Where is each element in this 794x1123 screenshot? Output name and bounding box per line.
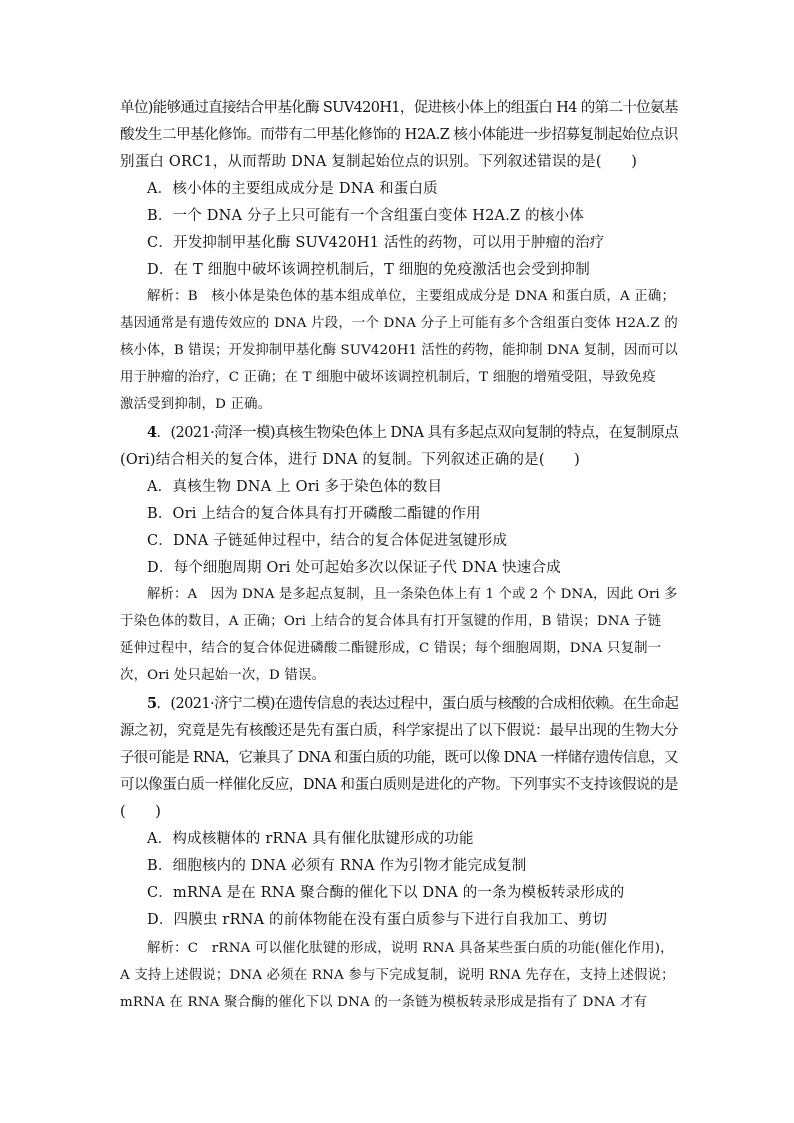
q4-number: 4 [147,424,157,441]
q3-option-d: D．在 T 细胞中破坏该调控机制后，T 细胞的免疫激活也会受到抑制 [147,262,590,278]
q3-option-a: A．核小体的主要组成成分是 DNA 和蛋白质 [147,181,438,197]
q4-solution-line-4: 次，Ori 处只起始一次，D 错误。 [120,668,326,683]
q5-option-d: D．四膜虫 rRNA 的前体物能在没有蛋白质参与下进行自我加工、剪切 [147,912,608,928]
q4-stem-text: ．(2021·菏泽一模)真核生物染色体上 DNA 具有多起点双向复制的特点，在复制原点 [156,425,679,441]
q5-option-a: A．构成核糖体的 rRNA 具有催化肽键形成的功能 [147,831,474,847]
q4-solution-line-3: 延伸过程中，结合的复合体促进磷酸二酯键形成，C 错误；每个细胞周期，DNA 只复制一 [120,641,662,656]
q5-solution-line-1: 解析：C rRNA 可以催化肽键的形成，说明 RNA 具备某些蛋白质的功能(催化作用)， [147,941,674,956]
q4-solution-line-2: 于染色体的数目，A 正确；Ori 上结合的复合体具有打开氢键的作用，B 错误；DNA 子链 [120,614,662,629]
q5-stem-text: ．(2021·济宁二模)在遗传信息的表达过程中，蛋白质与核酸的合成相依赖。在生命起 [156,696,679,712]
q5-stem-line-4: 可以像蛋白质一样催化反应，DNA 和蛋白质则是进化的产物。下列事实不支持该假说的是 [120,777,679,793]
q4-stem-line-1 [147,421,678,442]
q3-solution-line-5: 激活受到抑制，D 正确。 [120,397,272,412]
q3-stem-line-2: 酸发生二甲基化修饰。而带有二甲基化修饰的 H2A.Z 核小体能进一步招募复制起始位点识 [120,127,678,143]
q4-option-d: D．每个细胞周期 Ori 处可起始多次以保证子代 DNA 快速合成 [147,560,561,576]
q4-stem-line-2: (Ori)结合相关的复合体，进行 DNA 的复制。下列叙述正确的是( ) [120,452,580,468]
q3-option-c: C．开发抑制甲基化酶 SUV420H1 活性的药物，可以用于肿瘤的治疗 [147,235,605,251]
q5-stem-line-1 [147,692,678,713]
q4-solution-line-1: 解析：A 因为 DNA 是多起点复制，且一条染色体上有 1 个或 2 个 DNA，因此 Ori 多 [147,587,678,602]
q5-stem-line-2: 源之初，究竟是先有核酸还是先有蛋白质，科学家提出了以下假说：最早出现的生物大分 [120,723,679,739]
q3-option-b: B．一个 DNA 分子上只可能有一个含组蛋白变体 H2A.Z 的核小体 [147,208,584,224]
q5-solution-line-2: A 支持上述假说；DNA 必须在 RNA 参与下完成复制，说明 RNA 先存在，支持上述假说； [120,968,675,983]
q5-number: 5 [147,695,157,712]
q3-solution-line-1: 解析：B 核小体是染色体的基本组成单位，主要组成成分是 DNA 和蛋白质，A 正确； [147,289,676,304]
q4-option-a: A．真核生物 DNA 上 Ori 多于染色体的数目 [147,479,443,495]
q3-solution-line-2: 基因通常是有遗传效应的 DNA 片段，一个 DNA 分子上可能有多个含组蛋白变体 H2A.Z 的 [120,316,678,331]
q5-stem-line-3: 子很可能是 RNA，它兼具了 DNA 和蛋白质的功能，既可以像 DNA 一样储存遗传信息，又 [120,750,678,766]
q4-option-c: C．DNA 子链延伸过程中，结合的复合体促进氢键形成 [147,533,508,549]
q3-solution-line-3: 核小体，B 错误；开发抑制甲基化酶 SUV420H1 活性的药物，能抑制 DNA 复制，因而可以 [120,343,678,358]
q5-option-c: C．mRNA 是在 RNA 聚合酶的催化下以 DNA 的一条为模板转录形成的 [147,885,625,901]
q5-solution-line-3: mRNA 在 RNA 聚合酶的催化下以 DNA 的一条链为模板转录形成是指有了 DNA 才有 [120,995,648,1010]
q5-stem-line-5: ( ) [120,804,162,820]
q4-option-b: B．Ori 上结合的复合体具有打开磷酸二酯键的作用 [147,506,481,522]
q3-solution-line-4: 用于肿瘤的治疗，C 正确；在 T 细胞中破坏该调控机制后，T 细胞的增殖受阻，导致免疫 [120,370,656,385]
q3-stem-line-3: 别蛋白 ORC1，从而帮助 DNA 复制起始位点的识别。下列叙述错误的是( ) [120,154,638,170]
q3-stem-line-1: 单位)能够通过直接结合甲基化酶 SUV420H1，促进核小体上的组蛋白 H4 的第二十位氨基 [120,100,678,116]
q5-option-b: B．细胞核内的 DNA 必须有 RNA 作为引物才能完成复制 [147,858,527,874]
